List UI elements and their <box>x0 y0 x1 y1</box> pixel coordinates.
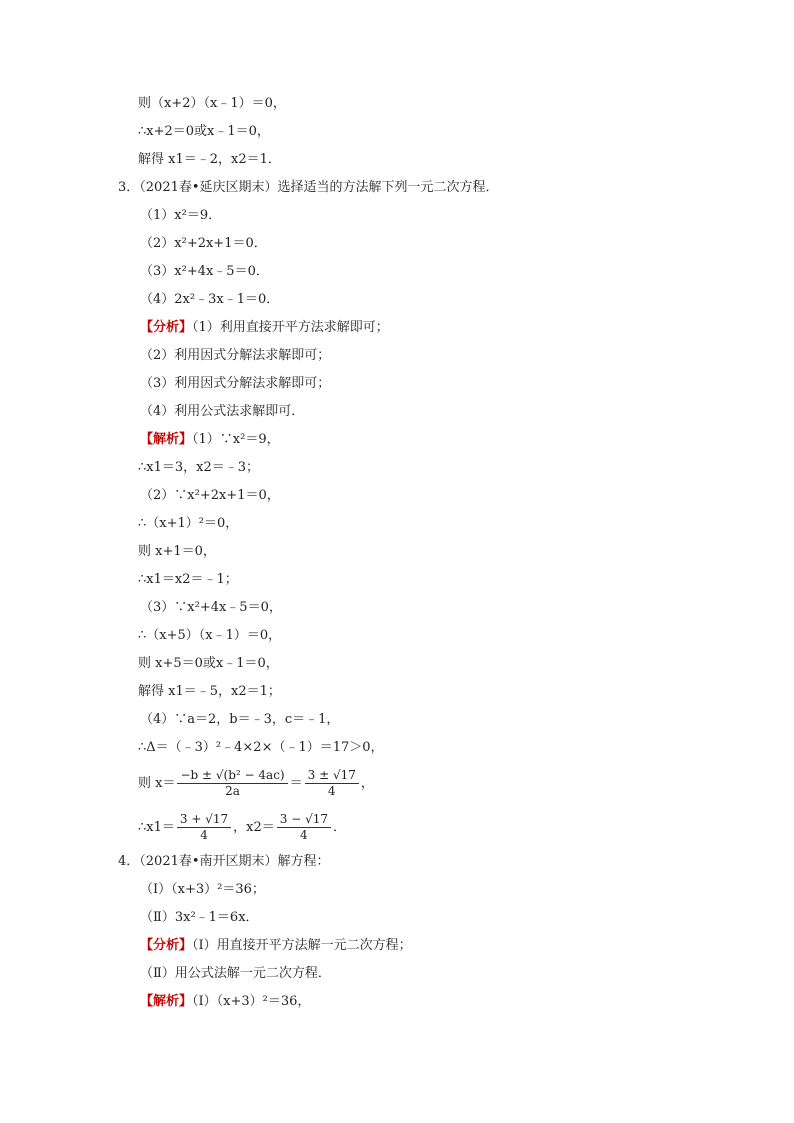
solution-tag: 【解析】 <box>140 994 193 1009</box>
question-4-heading <box>118 852 330 872</box>
q4-item-1: （Ⅰ）（x+3）²＝36； <box>140 882 265 897</box>
question-number: 3． <box>118 180 140 195</box>
question-prompt: 选择适当的方法解下列一元二次方程． <box>277 180 499 195</box>
q3-item-2: （2）x²+2x+1＝0． <box>140 236 267 251</box>
q3-solution-line-1: 【解析】（1）∵x²＝9， <box>140 432 280 447</box>
q3-item-3: （3）x²+4x﹣5＝0． <box>140 264 269 279</box>
q4-item-2: （Ⅱ）3x²﹣1＝6x． <box>140 910 259 925</box>
q4-analysis-line-2: （Ⅱ）用公式法解一元二次方程． <box>140 966 331 981</box>
prev-solution-line-3: 解得 x1＝﹣2，x2＝1． <box>138 152 281 167</box>
q3-solution-line-5: 则 x+1＝0， <box>138 544 216 559</box>
question-prompt: 解方程： <box>277 854 330 869</box>
q3-item-1: （1）x²＝9． <box>140 208 222 223</box>
value-fraction: $\frac{3 \pm √17}{4}$ <box>305 768 359 799</box>
root-2-fraction: $\frac{3 - √17}{4}$ <box>277 812 331 843</box>
q3-analysis-line-2: （2）利用因式分解法求解即可； <box>140 348 331 363</box>
q4-solution-line-1: 【解析】（Ⅰ）（x+3）²＝36， <box>140 994 311 1009</box>
q3-solution-line-11: （4）∵a＝2，b＝﹣3，c＝﹣1， <box>140 712 340 727</box>
question-source: （2021春•延庆区期末） <box>139 180 278 195</box>
q3-solution-line-8: ∴（x+5）（x﹣1）＝0， <box>138 628 282 643</box>
q3-analysis-line-1: 【分析】（1）利用直接开平方法求解即可； <box>140 320 389 335</box>
q3-solution-line-6: ∴x1＝x2＝﹣1； <box>138 572 238 587</box>
q3-solution-line-12: ∴Δ＝（﹣3）²﹣4×2×（﹣1）＝17＞0， <box>138 740 384 755</box>
q3-solution-line-4: ∴（x+1）²＝0， <box>138 516 239 531</box>
analysis-tag: 【分析】 <box>140 938 193 953</box>
root-1-fraction: $\frac{3 + √17}{4}$ <box>177 812 231 843</box>
q3-solution-line-9: 则 x+5＝0或x﹣1＝0， <box>138 656 279 671</box>
prev-solution-line-2: ∴x+2＝0或x﹣1＝0， <box>138 124 270 139</box>
question-3-heading <box>118 178 499 198</box>
q3-item-4: （4）2x²﹣3x﹣1＝0． <box>140 292 280 307</box>
question-source: （2021春•南开区期末） <box>139 854 278 869</box>
question-number: 4． <box>118 854 140 869</box>
analysis-tag: 【分析】 <box>140 320 193 335</box>
q3-solution-line-10: 解得 x1＝﹣5，x2＝1； <box>138 684 281 699</box>
q3-solution-line-2: ∴x1＝3，x2＝﹣3； <box>138 460 260 475</box>
solution-tag: 【解析】 <box>140 432 193 447</box>
q3-solution-line-7: （3）∵x²+4x﹣5＝0， <box>140 600 282 615</box>
prev-solution-line-1: 则（x+2）（x﹣1）＝0， <box>138 96 286 111</box>
formula-fraction: $\frac{\text{−b ± √(b² − 4ac)}}{2a}$ <box>177 768 287 799</box>
quadratic-formula-line: 则 x＝ $\frac{\text{−b ± √(b² − 4ac)}}{2a}$ ＝ $\frac{3 \pm √17}{4}$ ， <box>138 768 374 798</box>
q3-analysis-line-3: （3）利用因式分解法求解即可； <box>140 376 331 391</box>
q3-analysis-line-4: （4）利用公式法求解即可． <box>140 404 305 419</box>
q4-analysis-line-1: 【分析】（Ⅰ）用直接开平方法解一元二次方程； <box>140 938 412 953</box>
roots-line: ∴x1＝ $\frac{3 + √17}{4}$ ，x2＝ $\frac{3 - √17}{4}$ ． <box>138 812 346 842</box>
q3-solution-line-3: （2）∵x²+2x+1＝0， <box>140 488 280 503</box>
